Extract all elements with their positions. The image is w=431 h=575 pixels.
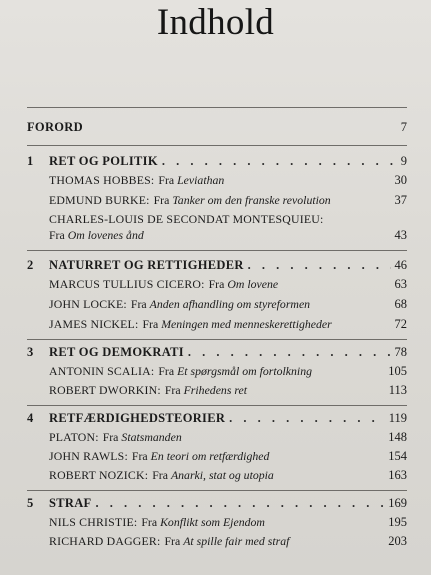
dot-leader xyxy=(188,343,391,361)
entry-author: MARCUS TULLIUS CICERO: xyxy=(49,277,205,291)
toc-entry xyxy=(49,513,407,531)
dot-leader xyxy=(162,152,397,170)
section-title: RETFÆRDIGHEDSTEORIER xyxy=(49,411,226,425)
section-page: 9 xyxy=(400,154,407,168)
entry-author: RICHARD DAGGER: xyxy=(49,534,161,548)
toc-entry xyxy=(49,295,407,313)
toc-forord xyxy=(27,118,407,136)
entry-prefix: Fra xyxy=(130,297,147,311)
entry-page: 43 xyxy=(394,228,407,242)
entry-prefix: Fra xyxy=(208,277,225,291)
entry-author: CHARLES-LOUIS DE SECONDAT MONTESQUIEU: xyxy=(49,212,324,226)
entry-prefix: Fra xyxy=(142,317,159,331)
divider xyxy=(27,339,407,340)
entry-work: Om lovenes ånd xyxy=(67,228,144,242)
divider xyxy=(27,250,407,251)
entry-author: ANTONIN SCALIA: xyxy=(49,364,155,378)
section-title: STRAF xyxy=(49,496,92,510)
toc-entry xyxy=(49,466,407,484)
entry-author: NILS CHRISTIE: xyxy=(49,515,138,529)
toc-entry xyxy=(49,447,407,465)
section-title: NATURRET OG RETTIGHEDER xyxy=(49,258,244,272)
divider xyxy=(27,145,407,146)
toc-entry xyxy=(49,381,407,399)
entry-page: 203 xyxy=(388,534,407,548)
entry-work: Et spørgsmål om fortolkning xyxy=(177,364,312,378)
toc-entry xyxy=(49,362,407,380)
entry-work: Meningen med menneskerettigheder xyxy=(161,317,332,331)
divider xyxy=(27,405,407,406)
toc-entry xyxy=(49,315,407,333)
section-title: RET OG POLITIK xyxy=(49,154,158,168)
toc-entry xyxy=(49,275,407,293)
section-number: 3 xyxy=(27,345,34,359)
toc-entry xyxy=(49,191,407,209)
entry-page: 68 xyxy=(394,297,407,311)
entry-page: 148 xyxy=(388,430,407,444)
entry-page: 37 xyxy=(394,193,407,207)
section-page: 169 xyxy=(388,496,407,510)
entry-page: 113 xyxy=(388,383,407,397)
entry-page: 30 xyxy=(394,173,407,187)
entry-author: ROBERT NOZICK: xyxy=(49,468,149,482)
toc-forord-page: 7 xyxy=(400,120,407,134)
section-number: 5 xyxy=(27,496,34,510)
section-number: 1 xyxy=(27,154,34,168)
section-page: 78 xyxy=(394,345,407,359)
entry-prefix: Fra xyxy=(158,173,175,187)
entry-work: Anarki, stat og utopia xyxy=(170,468,274,482)
entry-work: Frihedens ret xyxy=(183,383,248,397)
entry-page: 63 xyxy=(394,277,407,291)
entry-author: EDMUND BURKE: xyxy=(49,193,150,207)
entry-work: At spille fair med straf xyxy=(183,534,290,548)
entry-page: 72 xyxy=(394,317,407,331)
entry-prefix: Fra xyxy=(164,383,181,397)
entry-work: Konflikt som Ejendom xyxy=(160,515,265,529)
section-title: RET OG DEMOKRATI xyxy=(49,345,184,359)
toc-section-1 xyxy=(27,152,407,170)
entry-page: 163 xyxy=(388,468,407,482)
entry-work: Leviathan xyxy=(177,173,225,187)
toc-entry xyxy=(49,532,407,550)
toc-entry xyxy=(49,226,407,244)
entry-work: Anden afhandling om styreformen xyxy=(149,297,311,311)
entry-page: 195 xyxy=(388,515,407,529)
entry-prefix: Fra xyxy=(152,468,168,482)
toc-entry xyxy=(49,428,407,446)
entry-prefix: Fra xyxy=(153,193,170,207)
dot-leader xyxy=(95,494,384,512)
entry-prefix: Fra xyxy=(102,430,119,444)
entry-prefix: Fra xyxy=(158,364,175,378)
entry-work: Statsmanden xyxy=(121,430,182,444)
section-number: 2 xyxy=(27,258,34,272)
divider xyxy=(27,490,407,491)
entry-author: JAMES NICKEL: xyxy=(49,317,139,331)
entry-work: Tanker om den franske revolution xyxy=(172,193,331,207)
entry-prefix: Fra xyxy=(141,515,158,529)
entry-prefix: Fra xyxy=(131,449,148,463)
divider xyxy=(27,107,407,108)
entry-work: Om lovene xyxy=(227,277,279,291)
section-page: 46 xyxy=(394,258,407,272)
section-page: 119 xyxy=(388,411,407,425)
section-number: 4 xyxy=(27,411,34,425)
toc-section-4 xyxy=(27,409,407,427)
entry-author: THOMAS HOBBES: xyxy=(49,173,155,187)
entry-author: ROBERT DWORKIN: xyxy=(49,383,161,397)
toc-entry xyxy=(49,171,407,189)
toc-section-3 xyxy=(27,343,407,361)
toc-section-5 xyxy=(27,494,407,512)
entry-page: 105 xyxy=(388,364,407,378)
entry-author: JOHN LOCKE: xyxy=(49,297,127,311)
entry-author: PLATON: xyxy=(49,430,99,444)
entry-work: En teori om retfærdighed xyxy=(150,449,270,463)
entry-prefix: Fra xyxy=(49,228,65,242)
entry-page: 154 xyxy=(388,449,407,463)
dot-leader xyxy=(248,256,391,274)
entry-author: JOHN RAWLS: xyxy=(49,449,128,463)
toc-section-2 xyxy=(27,256,407,274)
dot-leader xyxy=(229,409,385,427)
entry-prefix: Fra xyxy=(164,534,181,548)
page-title: Indhold xyxy=(156,2,275,43)
toc-forord-label: FORORD xyxy=(27,120,83,134)
